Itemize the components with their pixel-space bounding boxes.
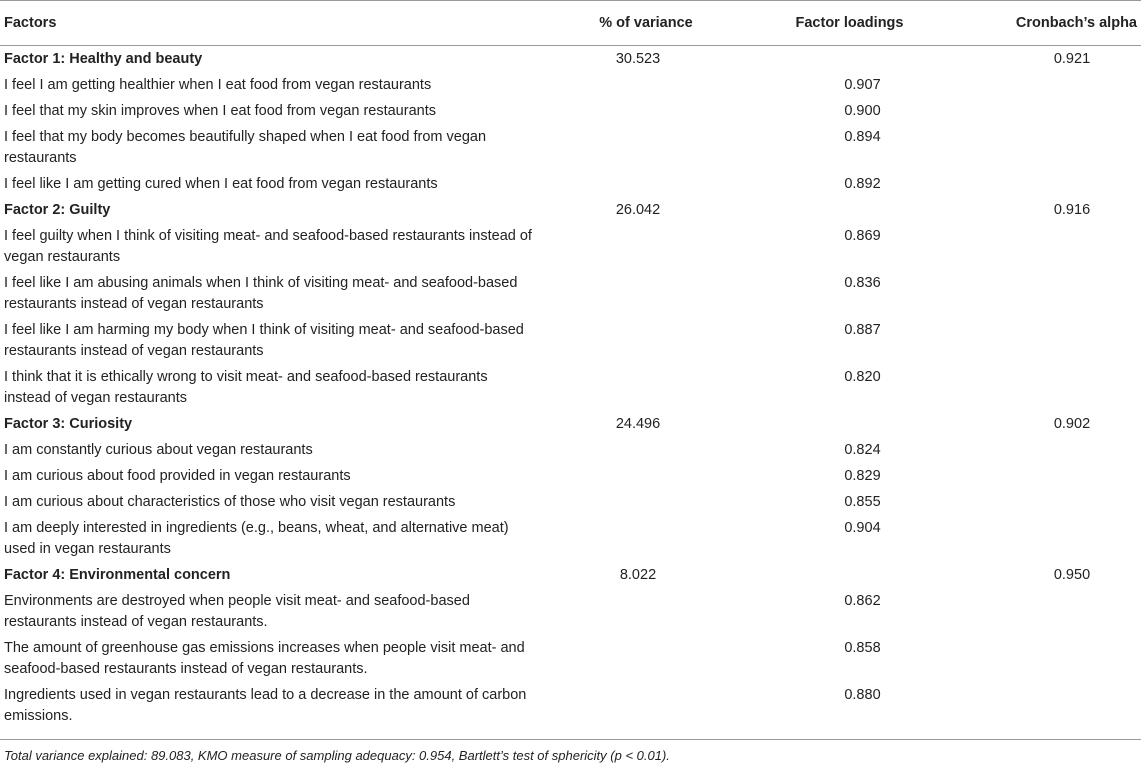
item-text: Ingredients used in vegan restaurants lead to a decrease in the amount of carbon emissions. bbox=[4, 687, 527, 724]
table-body bbox=[0, 46, 1141, 740]
item-variance-empty bbox=[540, 317, 752, 364]
item-row bbox=[0, 682, 1141, 740]
factor-variance: 30.523 bbox=[615, 51, 661, 67]
item-alpha-empty bbox=[947, 682, 1141, 740]
item-alpha-empty bbox=[947, 588, 1141, 635]
item-alpha-empty bbox=[947, 364, 1141, 411]
item-loading: 0.862 bbox=[844, 593, 881, 609]
item-variance-empty bbox=[540, 270, 752, 317]
item-alpha-empty bbox=[947, 317, 1141, 364]
item-text: I feel like I am harming my body when I think of visiting meat- and seafood-based restaurants instead of vegan restaurants bbox=[4, 322, 524, 359]
factor-variance: 8.022 bbox=[619, 567, 657, 583]
item-loading: 0.824 bbox=[844, 442, 881, 458]
item-text: I am curious about food provided in vegan restaurants bbox=[4, 468, 351, 484]
factor-loading-empty bbox=[752, 411, 947, 437]
item-row bbox=[0, 515, 1141, 562]
item-text: I feel I am getting healthier when I eat food from vegan restaurants bbox=[4, 77, 432, 93]
item-row bbox=[0, 463, 1141, 489]
factor-name: Factor 3: Curiosity bbox=[4, 416, 133, 432]
factor-name: Factor 4: Environmental concern bbox=[4, 567, 231, 583]
item-loading: 0.900 bbox=[844, 103, 881, 119]
item-loading: 0.887 bbox=[844, 322, 881, 338]
item-alpha-empty bbox=[947, 124, 1141, 171]
item-row bbox=[0, 270, 1141, 317]
item-row bbox=[0, 489, 1141, 515]
factor-name: Factor 2: Guilty bbox=[4, 202, 111, 218]
item-variance-empty bbox=[540, 437, 752, 463]
item-loading: 0.880 bbox=[844, 687, 881, 703]
item-alpha-empty bbox=[947, 72, 1141, 98]
item-row bbox=[0, 171, 1141, 197]
item-text: I feel like I am getting cured when I eat food from vegan restaurants bbox=[4, 176, 438, 192]
item-text: The amount of greenhouse gas emissions increases when people visit meat- and seafood-based restaurants instead of vegan restaurants. bbox=[4, 640, 525, 677]
item-alpha-empty bbox=[947, 463, 1141, 489]
item-row bbox=[0, 317, 1141, 364]
item-loading: 0.904 bbox=[844, 520, 881, 536]
header-variance: % of variance bbox=[599, 15, 693, 31]
item-variance-empty bbox=[540, 223, 752, 270]
table-footnote: Total variance explained: 89.083, KMO measure of sampling adequacy: 0.954, Bartlett’s test of sphericity (p < 0.01). bbox=[4, 748, 670, 763]
factor-name: Factor 1: Healthy and beauty bbox=[4, 51, 203, 67]
item-loading: 0.858 bbox=[844, 640, 881, 656]
item-alpha-empty bbox=[947, 171, 1141, 197]
factor-row bbox=[0, 46, 1141, 73]
item-alpha-empty bbox=[947, 489, 1141, 515]
factor-row bbox=[0, 411, 1141, 437]
factor-variance: 26.042 bbox=[615, 202, 661, 218]
header-loadings: Factor loadings bbox=[795, 15, 904, 31]
item-text: I feel guilty when I think of visiting meat- and seafood-based restaurants instead of vegan restaurants bbox=[4, 228, 532, 265]
item-loading: 0.892 bbox=[844, 176, 881, 192]
item-loading: 0.836 bbox=[844, 275, 881, 291]
item-text: I feel that my body becomes beautifully shaped when I eat food from vegan restaurants bbox=[4, 129, 487, 166]
item-variance-empty bbox=[540, 124, 752, 171]
item-alpha-empty bbox=[947, 270, 1141, 317]
item-row bbox=[0, 437, 1141, 463]
item-row bbox=[0, 588, 1141, 635]
factor-alpha: 0.950 bbox=[1053, 567, 1091, 583]
factor-alpha: 0.921 bbox=[1053, 51, 1091, 67]
item-text: Environments are destroyed when people visit meat- and seafood-based restaurants instead of vegan restaurants. bbox=[4, 593, 470, 630]
item-alpha-empty bbox=[947, 515, 1141, 562]
item-variance-empty bbox=[540, 588, 752, 635]
item-text: I am curious about characteristics of those who visit vegan restaurants bbox=[4, 494, 456, 510]
factor-alpha: 0.916 bbox=[1053, 202, 1091, 218]
item-variance-empty bbox=[540, 364, 752, 411]
factor-alpha: 0.902 bbox=[1053, 416, 1091, 432]
item-loading: 0.829 bbox=[844, 468, 881, 484]
item-alpha-empty bbox=[947, 635, 1141, 682]
item-loading: 0.869 bbox=[844, 228, 881, 244]
item-variance-empty bbox=[540, 98, 752, 124]
factor-row bbox=[0, 562, 1141, 588]
item-loading: 0.894 bbox=[844, 129, 881, 145]
factor-loading-empty bbox=[752, 562, 947, 588]
item-loading: 0.907 bbox=[844, 77, 881, 93]
item-text: I feel like I am abusing animals when I think of visiting meat- and seafood-based restaurants instead of vegan restaurants bbox=[4, 275, 518, 312]
item-variance-empty bbox=[540, 72, 752, 98]
header-alpha: Cronbach’s alpha bbox=[1015, 15, 1137, 31]
item-variance-empty bbox=[540, 682, 752, 740]
item-variance-empty bbox=[540, 463, 752, 489]
item-variance-empty bbox=[540, 171, 752, 197]
factor-variance: 24.496 bbox=[615, 416, 661, 432]
item-alpha-empty bbox=[947, 437, 1141, 463]
factor-row bbox=[0, 197, 1141, 223]
item-text: I feel that my skin improves when I eat food from vegan restaurants bbox=[4, 103, 436, 119]
factor-loading-empty bbox=[752, 197, 947, 223]
item-variance-empty bbox=[540, 489, 752, 515]
item-text: I am constantly curious about vegan restaurants bbox=[4, 442, 313, 458]
factor-loading-empty bbox=[752, 46, 947, 73]
item-row bbox=[0, 635, 1141, 682]
item-loading: 0.820 bbox=[844, 369, 881, 385]
item-loading: 0.855 bbox=[844, 494, 881, 510]
item-row bbox=[0, 72, 1141, 98]
header-factors: Factors bbox=[4, 15, 57, 31]
item-variance-empty bbox=[540, 635, 752, 682]
item-row bbox=[0, 364, 1141, 411]
item-variance-empty bbox=[540, 515, 752, 562]
item-text: I think that it is ethically wrong to visit meat- and seafood-based restaurants instead of vegan restaurants bbox=[4, 369, 488, 406]
item-row bbox=[0, 124, 1141, 171]
item-row bbox=[0, 98, 1141, 124]
item-row bbox=[0, 223, 1141, 270]
item-text: I am deeply interested in ingredients (e.g., beans, wheat, and alternative meat) used in vegan restaurants bbox=[4, 520, 509, 557]
item-alpha-empty bbox=[947, 98, 1141, 124]
item-alpha-empty bbox=[947, 223, 1141, 270]
table-header-row bbox=[0, 1, 1141, 46]
